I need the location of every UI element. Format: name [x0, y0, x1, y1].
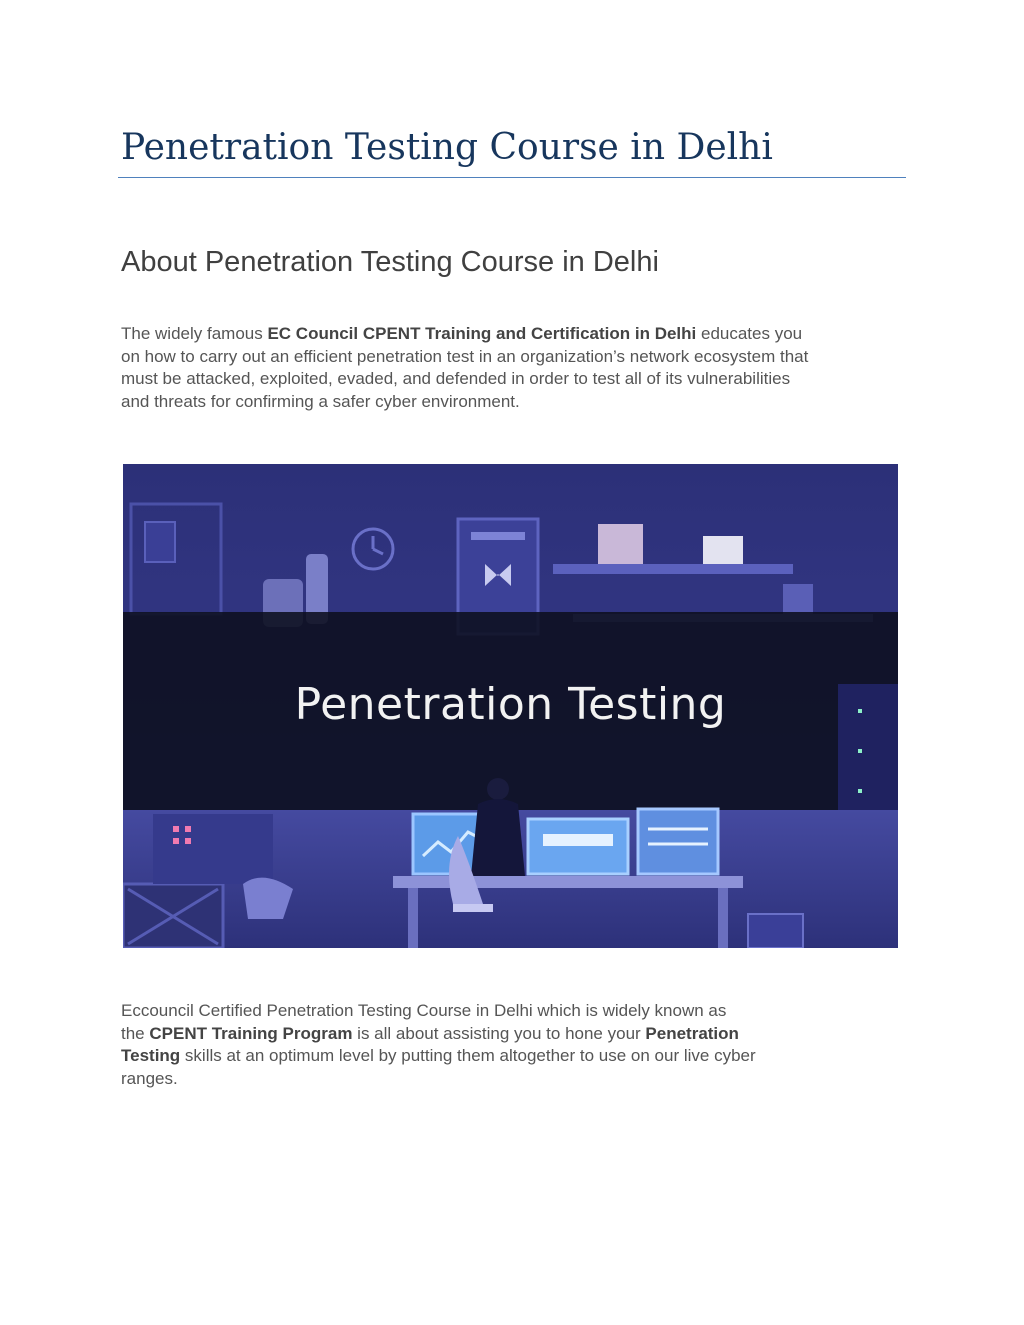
intro-line-1 — [121, 323, 911, 346]
hero-overlay-title: Penetration Testing — [294, 679, 727, 730]
outro-paragraph — [121, 1000, 911, 1090]
outro-line-3 — [121, 1045, 911, 1068]
outro-line-2-lead: the — [121, 1023, 150, 1043]
outro-program-name: CPENT Training Program — [149, 1023, 353, 1043]
document-title: Penetration Testing Course in Delhi — [121, 127, 773, 168]
intro-paragraph — [121, 323, 911, 413]
outro-line-2 — [121, 1023, 911, 1046]
outro-testing-bold: Testing — [121, 1046, 181, 1065]
outro-line-1: Eccouncil Certified Penetration Testing Course in Delhi which is widely known as — [121, 1001, 727, 1020]
intro-line-3: must be attacked, exploited, evaded, and defended in order to test all of its vulnerabilities — [121, 369, 791, 388]
title-underline — [118, 177, 906, 178]
outro-penetration-bold: Penetration — [645, 1023, 739, 1043]
intro-lead: The widely famous — [121, 324, 268, 343]
outro-line-4: ranges. — [121, 1068, 178, 1088]
section-heading: About Penetration Testing Course in Delhi — [121, 246, 659, 278]
outro-line-3-rest: skills at an optimum level by putting them altogether to use on our live cyber — [180, 1046, 756, 1065]
intro-line-4: and threats for confirming a safer cyber environment. — [121, 391, 520, 411]
outro-line-2-mid: is all about assisting you to hone your — [352, 1023, 646, 1043]
intro-highlight: EC Council CPENT Training and Certification in Delhi — [267, 324, 697, 343]
intro-line-2: on how to carry out an efficient penetration test in an organization’s network ecosystem that — [121, 346, 809, 366]
hero-illustration — [123, 464, 898, 948]
intro-after-highlight: educates you — [696, 324, 803, 343]
